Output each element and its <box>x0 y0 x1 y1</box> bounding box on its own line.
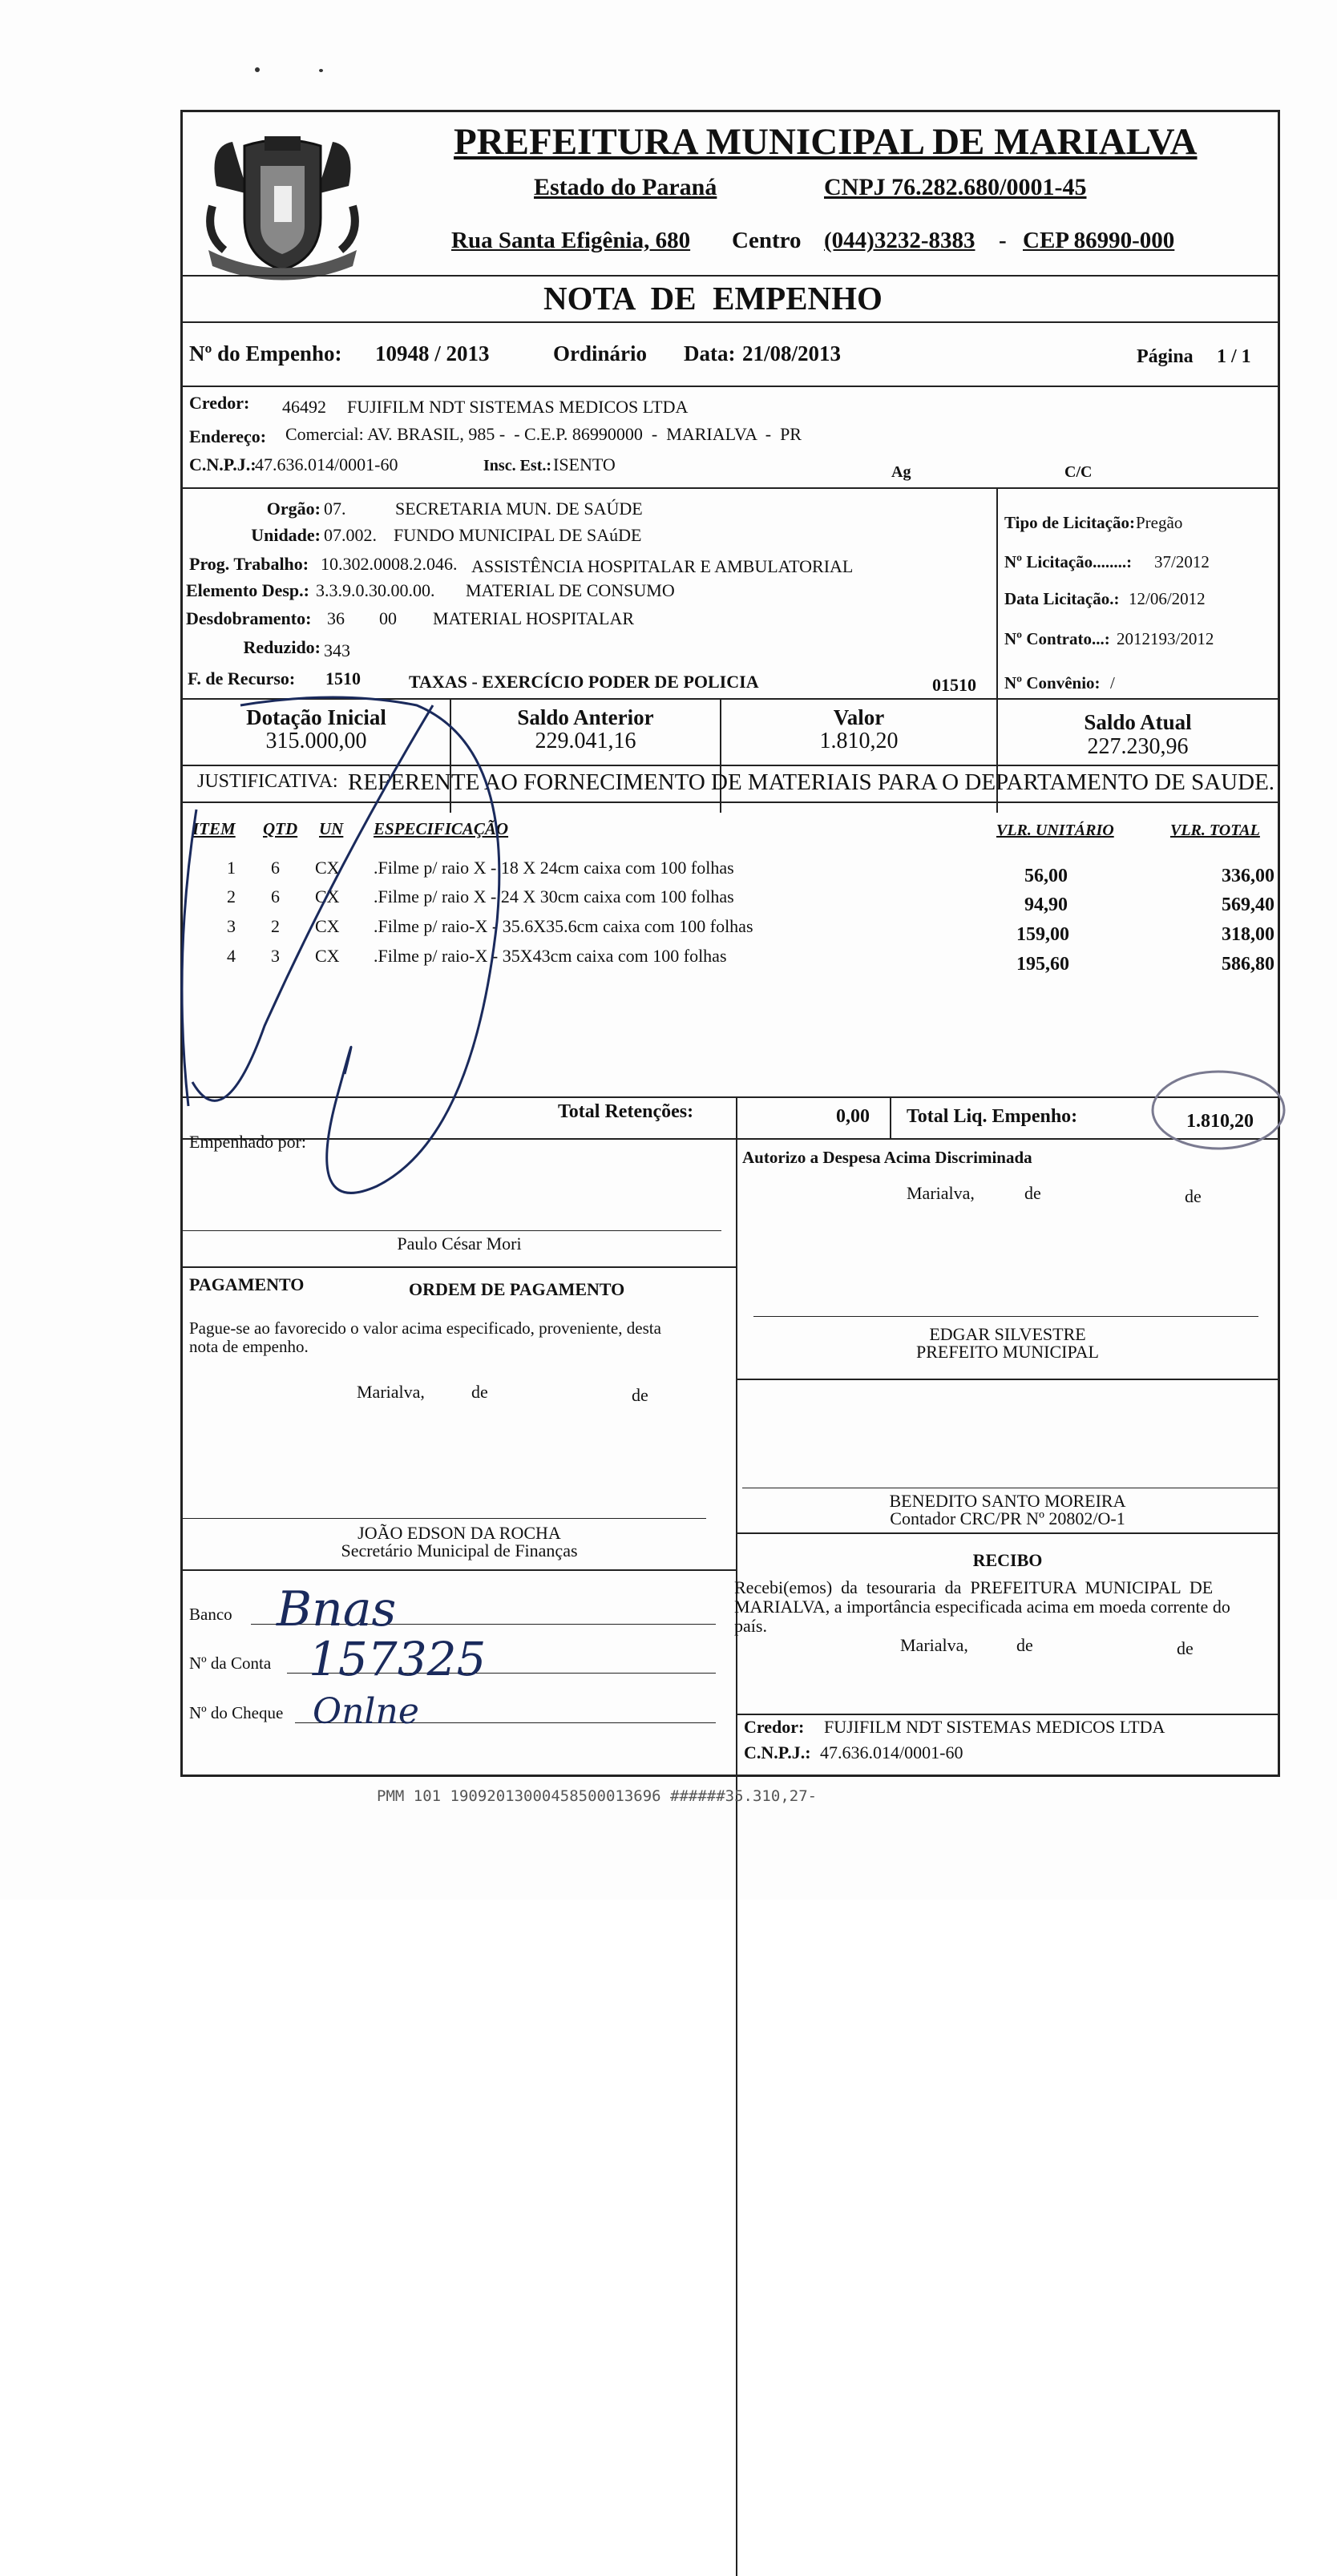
credor-label: Credor: <box>189 393 250 413</box>
credor-cnpj: 47.636.014/0001-60 <box>255 454 398 474</box>
municipality-title: PREFEITURA MUNICIPAL DE MARIALVA <box>454 121 1198 163</box>
total-retencoes-label: Total Retenções: <box>558 1101 694 1122</box>
recibo-de-1: de <box>1016 1635 1033 1655</box>
unidade-name: FUNDO MUNICIPAL DE SAúDE <box>394 525 642 545</box>
state-name: Estado do Paraná <box>534 174 717 200</box>
street-address: Rua Santa Efigênia, 680 <box>451 228 691 253</box>
tipo-licitacao: Pregão <box>1136 513 1183 532</box>
empenho-date-label: Data: <box>684 341 736 365</box>
empenho-type: Ordinário <box>553 341 648 365</box>
recibo-credor-label: Credor: <box>744 1717 805 1737</box>
reduzido-code: 343 <box>324 640 350 660</box>
item-2-number: 2 <box>227 886 236 906</box>
justificativa-label: JUSTIFICATIVA: <box>197 771 338 792</box>
total-liquido-value: 1.810,20 <box>1186 1111 1254 1132</box>
recibo-line-3: país. <box>734 1616 767 1636</box>
qtd-column-header: QTD <box>263 819 298 838</box>
numero-licitacao-label: Nº Licitação........: <box>1004 552 1133 571</box>
orgao-label: Orgão: <box>266 499 321 519</box>
item-3-number: 3 <box>227 916 236 936</box>
data-licitacao-label: Data Licitação.: <box>1004 589 1120 608</box>
recibo-de-2: de <box>1177 1638 1194 1658</box>
justificativa-text: REFERENTE AO FORNECIMENTO DE MATERIAIS PARA O DEPARTAMENTO DE SAUDE. <box>348 769 1275 795</box>
autorizo-despesa: Autorizo a Despesa Acima Discriminada <box>742 1148 1032 1167</box>
credor-cnpj-label: C.N.P.J.: <box>189 454 256 474</box>
autorizo-de-1: de <box>1024 1183 1041 1203</box>
orgao-code: 07. <box>324 499 346 519</box>
svg-text:157325: 157325 <box>309 1632 487 1686</box>
empenhado-por-label: Empenhado por: <box>189 1132 307 1152</box>
item-2-unit-price: 94,90 <box>1024 894 1068 915</box>
credor-name: FUJIFILM NDT SISTEMAS MEDICOS LTDA <box>347 397 689 417</box>
item-1-unit: CX <box>315 858 340 878</box>
empenhado-por-name: Paulo César Mori <box>397 1233 522 1254</box>
desdobramento-name: MATERIAL HOSPITALAR <box>433 608 635 628</box>
item-4-unit: CX <box>315 946 340 966</box>
footer-control-code: PMM 101 19092013000458500013696 ######35.310,27- <box>377 1787 818 1805</box>
unidade-code: 07.002. <box>324 525 377 545</box>
item-column-header: ITEM <box>192 819 236 838</box>
pagamento-de-2: de <box>632 1385 648 1405</box>
elemento-code: 3.3.9.0.30.00.00. <box>316 580 435 600</box>
handwritten-cheque-value <box>313 1691 419 1732</box>
item-3-total: 318,00 <box>1222 924 1274 945</box>
item-4-unit-price: 195,60 <box>1016 954 1069 975</box>
valor-label: Valor <box>833 705 885 729</box>
item-1-qty: 6 <box>271 858 280 878</box>
item-2-unit: CX <box>315 886 340 906</box>
saldo-atual-label: Saldo Atual <box>1084 710 1192 734</box>
credor-code: 46492 <box>282 397 326 417</box>
secretario-title: Secretário Municipal de Finanças <box>341 1540 578 1561</box>
insc-est-value: ISENTO <box>553 454 616 474</box>
svg-text:Bnas: Bnas <box>277 1581 397 1637</box>
ordem-pagamento-heading: ORDEM DE PAGAMENTO <box>409 1279 625 1299</box>
pagamento-de-1: de <box>471 1382 488 1402</box>
desdobramento-code: 36 <box>327 608 345 628</box>
handwritten-banco-signature <box>276 1581 396 1637</box>
elemento-name: MATERIAL DE CONSUMO <box>466 580 675 600</box>
recibo-city-date: Marialva, <box>900 1635 968 1655</box>
insc-est-label: Insc. Est.: <box>483 457 552 474</box>
bank-account-label: C/C <box>1064 463 1093 481</box>
reduzido-label: Reduzido: <box>243 637 321 657</box>
total-value-column-header: VLR. TOTAL <box>1170 822 1260 839</box>
fonte-recurso-number: 01510 <box>932 675 976 695</box>
autorizo-de-2: de <box>1185 1186 1202 1206</box>
pagamento-city-date: Marialva, <box>357 1382 425 1402</box>
prog-trabalho-label: Prog. Trabalho: <box>189 554 309 574</box>
recibo-credor-name: FUJIFILM NDT SISTEMAS MEDICOS LTDA <box>824 1717 1165 1737</box>
banco-label: Banco <box>189 1605 232 1624</box>
item-4-number: 4 <box>227 946 236 966</box>
data-licitacao: 12/06/2012 <box>1129 589 1206 608</box>
prefeito-title: PREFEITO MUNICIPAL <box>916 1342 1099 1362</box>
saldo-anterior-value: 229.041,16 <box>535 729 636 753</box>
unidade-label: Unidade: <box>251 525 321 545</box>
contrato-number: 2012193/2012 <box>1117 629 1214 648</box>
document-title: NOTA DE EMPENHO <box>543 280 883 317</box>
credor-address: Comercial: AV. BRASIL, 985 - - C.E.P. 86990000 - MARIALVA - PR <box>285 424 802 444</box>
recibo-line-2: MARIALVA, a importância especificada acima em moeda corrente do <box>734 1597 1230 1617</box>
convenio-label: Nº Convênio: <box>1004 673 1101 692</box>
recibo-line-1: Recebi(emos) da tesouraria da PREFEITURA MUNICIPAL DE <box>734 1577 1214 1597</box>
item-3-spec: .Filme p/ raio-X - 35.6X35.6cm caixa com 100 folhas <box>374 916 753 936</box>
contrato-label: Nº Contrato...: <box>1004 629 1110 648</box>
valor-value: 1.810,20 <box>819 729 899 753</box>
header-dash: - <box>999 228 1007 253</box>
elemento-label: Elemento Desp.: <box>186 580 309 600</box>
saldo-anterior-label: Saldo Anterior <box>517 705 654 729</box>
pague-se-line-2: nota de empenho. <box>189 1337 309 1356</box>
empenho-number-label: Nº do Empenho: <box>189 341 342 365</box>
credor-address-label: Endereço: <box>189 426 267 446</box>
empenho-number: 10948 / 2013 <box>375 341 490 365</box>
tipo-licitacao-label: Tipo de Licitação: <box>1004 513 1135 532</box>
fonte-recurso-code: 1510 <box>325 668 361 688</box>
recibo-cnpj-label: C.N.P.J.: <box>744 1742 811 1762</box>
svg-text:Onlne: Onlne <box>313 1691 419 1732</box>
handwritten-conta-number <box>309 1632 486 1686</box>
pague-se-line-1: Pague-se ao favorecido o valor acima especificado, proveniente, desta <box>189 1318 661 1338</box>
dotacao-inicial-value: 315.000,00 <box>265 729 367 753</box>
recibo-heading: RECIBO <box>972 1550 1043 1570</box>
item-4-total: 586,80 <box>1222 954 1274 975</box>
convenio-number: / <box>1110 673 1115 692</box>
item-4-qty: 3 <box>271 946 280 966</box>
un-column-header: UN <box>319 819 344 838</box>
prog-trabalho-name: ASSISTÊNCIA HOSPITALAR E AMBULATORIAL <box>471 556 854 576</box>
page-number: 1 / 1 <box>1217 346 1251 367</box>
empenho-date: 21/08/2013 <box>742 341 842 365</box>
total-retencoes-value: 0,00 <box>836 1106 870 1127</box>
prog-trabalho-code: 10.302.0008.2.046. <box>321 554 458 574</box>
desdobramento-label: Desdobramento: <box>186 608 312 628</box>
autorizo-city-date: Marialva, <box>907 1183 975 1203</box>
total-liquido-label: Total Liq. Empenho: <box>907 1106 1078 1127</box>
recibo-cnpj: 47.636.014/0001-60 <box>820 1742 963 1762</box>
phone-number: (044)3232-8383 <box>824 228 975 253</box>
item-3-unit-price: 159,00 <box>1016 924 1069 945</box>
fonte-recurso-label: F. de Recurso: <box>188 668 296 688</box>
cheque-label: Nº do Cheque <box>189 1703 284 1722</box>
desdobramento-subcode: 00 <box>379 608 397 628</box>
postal-code: CEP 86990-000 <box>1023 228 1175 253</box>
item-3-unit: CX <box>315 916 340 936</box>
bank-agency-label: Ag <box>891 463 911 481</box>
contador-title: Contador CRC/PR Nº 20802/O-1 <box>890 1508 1125 1528</box>
fonte-recurso-name: TAXAS - EXERCÍCIO PODER DE POLICIA <box>409 672 759 692</box>
item-2-total: 569,40 <box>1222 894 1274 915</box>
item-1-unit-price: 56,00 <box>1024 866 1068 886</box>
district-name: Centro <box>732 228 802 253</box>
item-1-total: 336,00 <box>1222 866 1274 886</box>
secretario-name: JOÃO EDSON DA ROCHA <box>357 1523 561 1543</box>
page-label: Página <box>1137 346 1194 367</box>
dotacao-inicial-label: Dotação Inicial <box>246 705 386 729</box>
contador-name: BENEDITO SANTO MOREIRA <box>889 1491 1126 1511</box>
municipality-cnpj: CNPJ 76.282.680/0001-45 <box>824 174 1087 200</box>
unit-value-column-header: VLR. UNITÁRIO <box>996 822 1114 839</box>
item-1-spec: .Filme p/ raio X - 18 X 24cm caixa com 100 folhas <box>374 858 734 878</box>
item-2-spec: .Filme p/ raio X - 24 X 30cm caixa com 100 folhas <box>374 886 734 906</box>
item-1-number: 1 <box>227 858 236 878</box>
conta-label: Nº da Conta <box>189 1653 272 1673</box>
orgao-name: SECRETARIA MUN. DE SAÚDE <box>395 499 643 519</box>
item-4-spec: .Filme p/ raio-X - 35X43cm caixa com 100 folhas <box>374 946 727 966</box>
numero-licitacao: 37/2012 <box>1154 552 1210 571</box>
pagamento-heading: PAGAMENTO <box>189 1274 305 1294</box>
prefeito-name: EDGAR SILVESTRE <box>929 1324 1086 1344</box>
item-3-qty: 2 <box>271 916 280 936</box>
spec-column-header: ESPECIFICAÇÃO <box>374 819 509 838</box>
saldo-atual-value: 227.230,96 <box>1087 734 1189 759</box>
item-2-qty: 6 <box>271 886 280 906</box>
